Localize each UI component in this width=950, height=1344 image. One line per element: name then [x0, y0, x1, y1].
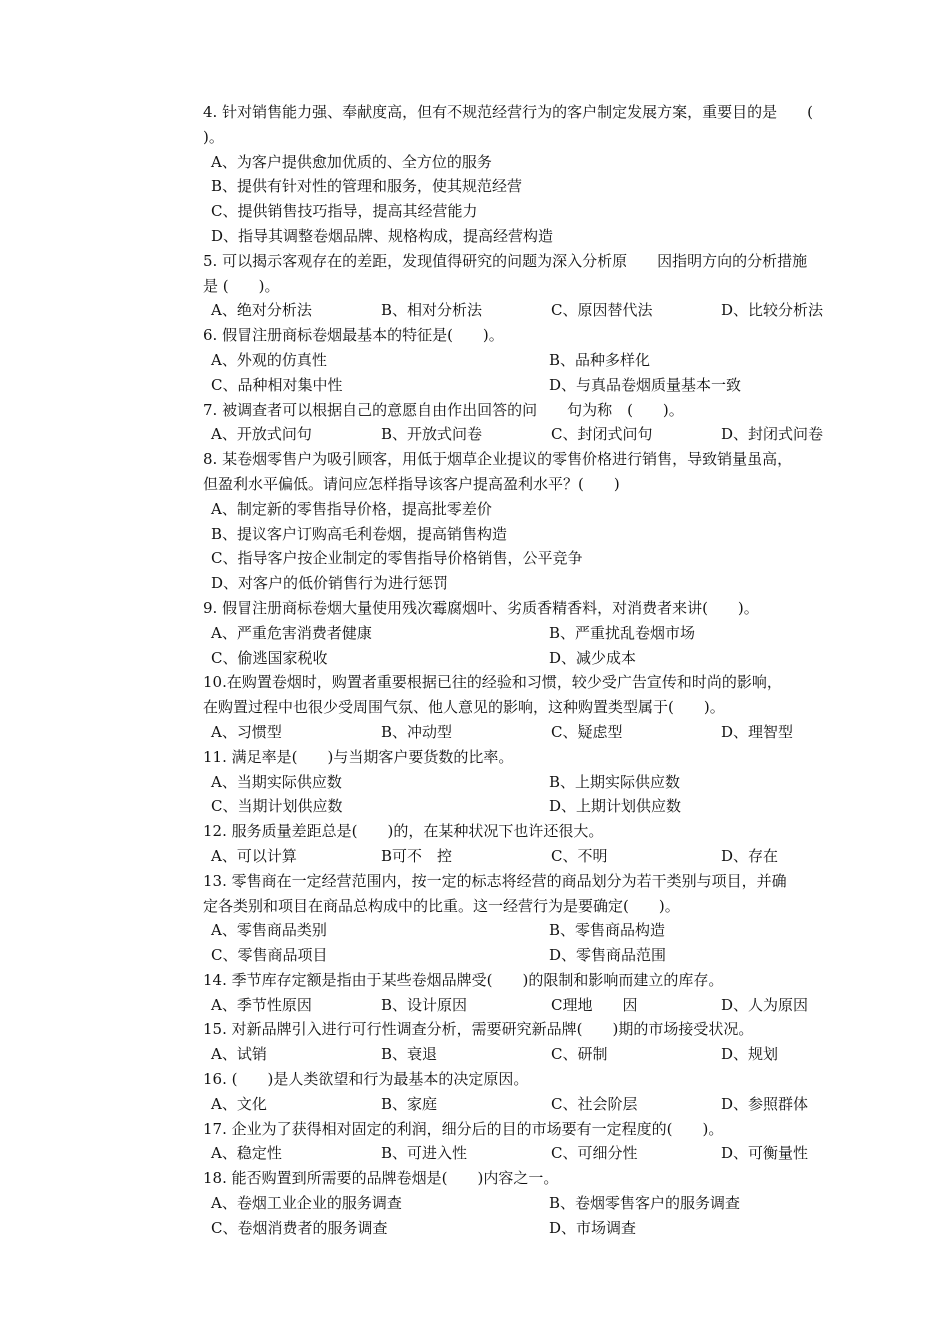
question-item — [203, 819, 863, 869]
option-list — [203, 1141, 863, 1166]
answer-option: D、参照群体 — [721, 1094, 809, 1113]
answer-option: A、外观的仿真性 — [211, 350, 327, 369]
answer-option: D、减少成本 — [549, 648, 637, 667]
question-stem: 4. 针对销售能力强、奉献度高，但有不规范经营行为的客户制定发展方案，重要目的是 ( — [203, 103, 813, 121]
question-stem: 14. 季节库存定额是指由于某些卷烟品牌受( )的限制和影响而建立的库存。 — [203, 970, 724, 989]
question-stem: )。 — [203, 127, 224, 146]
option-list — [203, 150, 863, 249]
answer-option: B、设计原因 — [381, 995, 468, 1014]
question-stem: 10.在购置卷烟时，购置者重要根据已往的经验和习惯，较少受广告宣传和时尚的影响， — [203, 673, 782, 692]
answer-option: D、零售商品范围 — [549, 946, 667, 965]
document-page — [203, 100, 863, 1241]
answer-option: C、封闭式问句 — [551, 425, 653, 444]
answer-option: A、文化 — [211, 1094, 267, 1113]
question-stem: 7. 被调查者可以根据自己的意愿自由作出回答的问 句为称 ( )。 — [203, 400, 684, 419]
answer-option: C、研制 — [551, 1045, 608, 1064]
answer-option: B、相对分析法 — [381, 301, 483, 320]
question-item — [203, 1166, 863, 1240]
option-list — [203, 770, 863, 820]
option-list — [203, 422, 863, 447]
answer-option: B、冲动型 — [381, 722, 453, 741]
answer-option: B、可进入性 — [381, 1144, 468, 1163]
answer-option: C、偷逃国家税收 — [211, 648, 328, 667]
question-stem: 是 ( )。 — [203, 276, 280, 295]
answer-option: C理地 因 — [551, 995, 638, 1014]
answer-option: B、上期实际供应数 — [549, 772, 681, 791]
answer-option: A、开放式问句 — [211, 425, 312, 444]
answer-option: A、制定新的零售指导价格，提高批零差价 — [211, 499, 492, 518]
question-stem: 16. ( )是人类欲望和行为最基本的决定原因。 — [203, 1070, 529, 1089]
option-list — [203, 918, 863, 968]
answer-option: A、零售商品类别 — [211, 921, 327, 940]
answer-option: D、指导其调整卷烟品牌、规格构成，提高经营构造 — [211, 226, 554, 245]
answer-option: A、严重危害消费者健康 — [211, 623, 372, 642]
question-stem: 12. 服务质量差距总是( )的，在某种状况下也许还很大。 — [203, 822, 604, 841]
question-stem: 17. 企业为了获得相对固定的利润，细分后的目的市场要有一定程度的( )。 — [203, 1119, 724, 1138]
answer-option: C、品种相对集中性 — [211, 375, 343, 394]
answer-option: A、试销 — [211, 1045, 267, 1064]
option-list — [203, 993, 863, 1018]
question-stem: 11. 满足率是( )与当期客户要货数的比率。 — [203, 747, 514, 766]
answer-option: C、卷烟消费者的服务调查 — [211, 1218, 388, 1237]
answer-option: A、当期实际供应数 — [211, 772, 342, 791]
answer-option: A、习惯型 — [211, 722, 282, 741]
question-item — [203, 100, 863, 249]
question-item — [203, 249, 863, 323]
question-stem: 8. 某卷烟零售户为吸引顾客，用低于烟草企业提议的零售价格进行销售，导致销量虽高， — [203, 450, 793, 469]
answer-option: D、存在 — [721, 846, 779, 865]
question-stem: 13. 零售商在一定经营范围内，按一定的标志将经营的商品划分为若干类别与项目，并确 — [203, 871, 787, 890]
answer-option: D、对客户的低价销售行为进行惩罚 — [211, 574, 449, 593]
question-item — [203, 1117, 863, 1167]
answer-option: B、提议客户订购高毛利卷烟，提高销售构造 — [211, 524, 508, 543]
answer-option: A、卷烟工业企业的服务调查 — [211, 1194, 402, 1213]
question-stem: 但盈利水平偏低。请问应怎样指导该客户提高盈利水平？( ) — [203, 474, 620, 493]
answer-option: B、零售商品构造 — [549, 921, 666, 940]
question-stem: 定各类别和项目在商品总构成中的比重。这一经营行为是要确定( )。 — [203, 896, 680, 915]
question-item — [203, 1017, 863, 1067]
answer-option: C、零售商品项目 — [211, 946, 328, 965]
answer-option: B可不 控 — [381, 846, 453, 865]
option-list — [203, 1042, 863, 1067]
question-item — [203, 745, 863, 819]
answer-option: A、稳定性 — [211, 1144, 282, 1163]
question-stem: 在购置过程中也很少受周围气氛、他人意见的影响，这种购置类型属于( )。 — [203, 698, 725, 717]
answer-option: B、衰退 — [381, 1045, 438, 1064]
question-item — [203, 1067, 863, 1117]
answer-option: C、可细分性 — [551, 1144, 638, 1163]
answer-option: C、社会阶层 — [551, 1094, 638, 1113]
answer-option: D、上期计划供应数 — [549, 797, 682, 816]
answer-option: B、品种多样化 — [549, 350, 651, 369]
answer-option: D、人为原因 — [721, 995, 809, 1014]
question-stem: 9. 假冒注册商标卷烟大量使用残次霉腐烟叶、劣质香精香料，对消费者来讲( )。 — [203, 598, 759, 617]
answer-option: B、卷烟零售客户的服务调查 — [549, 1194, 741, 1213]
question-stem: 15. 对新品牌引入进行可行性调查分析，需要研究新品牌( )期的市场接受状况。 — [203, 1020, 754, 1039]
answer-option: A、为客户提供愈加优质的、全方位的服务 — [211, 152, 492, 171]
question-item — [203, 596, 863, 670]
answer-option: A、绝对分析法 — [211, 301, 312, 320]
question-stem: 18. 能否购置到所需要的品牌卷烟是( )内容之一。 — [203, 1169, 559, 1188]
answer-option: C、原因替代法 — [551, 301, 653, 320]
answer-option: A、季节性原因 — [211, 995, 312, 1014]
question-stem: 6. 假冒注册商标卷烟最基本的特征是( )。 — [203, 326, 504, 345]
answer-option: C、提供销售技巧指导，提高其经营能力 — [211, 202, 478, 221]
answer-option: C、当期计划供应数 — [211, 797, 343, 816]
answer-option: A、可以计算 — [211, 846, 297, 865]
option-list — [203, 298, 863, 323]
answer-option: D、理智型 — [721, 722, 794, 741]
answer-option: D、比较分析法 — [721, 301, 824, 320]
option-list — [203, 844, 863, 869]
option-list — [203, 720, 863, 745]
option-list — [203, 1191, 863, 1241]
option-list — [203, 497, 863, 596]
answer-option: B、开放式问卷 — [381, 425, 483, 444]
answer-option: D、封闭式问卷 — [721, 425, 824, 444]
answer-option: D、可衡量性 — [721, 1144, 809, 1163]
answer-option: C、不明 — [551, 846, 608, 865]
question-item — [203, 398, 863, 448]
question-item — [203, 869, 863, 968]
answer-option: C、疑虑型 — [551, 722, 623, 741]
option-list — [203, 348, 863, 398]
answer-option: B、家庭 — [381, 1094, 438, 1113]
answer-option: D、市场调查 — [549, 1218, 637, 1237]
question-item — [203, 968, 863, 1018]
answer-option: D、与真品卷烟质量基本一致 — [549, 375, 742, 394]
question-item — [203, 447, 863, 596]
question-item — [203, 670, 863, 744]
question-item — [203, 323, 863, 397]
answer-option: B、严重扰乱卷烟市场 — [549, 623, 696, 642]
option-list — [203, 1092, 863, 1117]
answer-option: B、提供有针对性的管理和服务，使其规范经营 — [211, 177, 523, 196]
question-stem: 5. 可以揭示客观存在的差距，发现值得研究的问题为深入分析原 因指明方向的分析措施 — [203, 251, 808, 270]
answer-option: C、指导客户按企业制定的零售指导价格销售，公平竞争 — [211, 549, 583, 568]
option-list — [203, 621, 863, 671]
answer-option: D、规划 — [721, 1045, 779, 1064]
